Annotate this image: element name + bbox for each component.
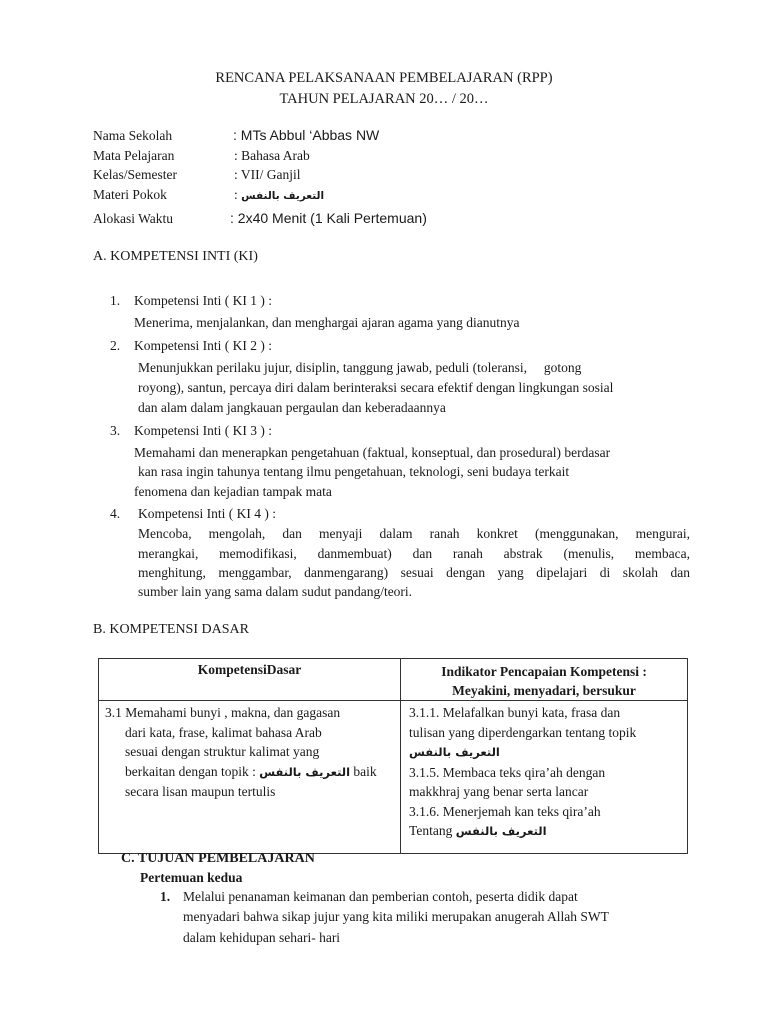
tujuan-line-1: Melalui penanaman keimanan dan pemberian contoh, peserta didik dapat [183, 889, 578, 904]
kd-line: sesuai dengan struktur kalimat yang [125, 744, 320, 759]
ki2-title: Kompetensi Inti ( KI 2 ) : [134, 338, 272, 353]
kelas-value: : VII/ Ganjil [234, 167, 301, 182]
ki1-number: 1. [110, 293, 121, 308]
mapel-label: Mata Pelajaran [93, 148, 175, 163]
ki3-line-3: fenomena dan kejadian tampak mata [134, 484, 332, 499]
indikator-line: tulisan yang diperdengarkan tentang topik [409, 724, 637, 740]
kd-line: 3.1 Memahami bunyi , makna, dan gagasan [105, 705, 341, 720]
ki3-line-1: Memahami dan menerapkan pengetahuan (faktual, konseptual, dan prosedural) berdasar [134, 445, 611, 460]
indikator-line: 3.1.6. Menerjemah kan teks qira’ah [409, 803, 601, 819]
ki4-line-2: merangkai, memodifikasi, danmembuat) dan ranah abstrak (menulis, membaca, [138, 546, 690, 561]
tujuan-line-3: dalam kehidupan sehari- hari [183, 930, 341, 945]
kd-cell [99, 701, 401, 854]
kd-topic-tail: baik [353, 763, 377, 779]
ki3-title: Kompetensi Inti ( KI 3 ) : [134, 423, 272, 438]
ki4-number: 4. [110, 506, 121, 521]
section-c-subheading: Pertemuan kedua [140, 870, 243, 885]
indikator-column-header [401, 659, 688, 701]
kd-column-header-text: KompetensiDasar [197, 662, 302, 677]
indikator-header-line-2: Meyakini, menyadari, bersukur [452, 683, 636, 698]
document-subtitle: TAHUN PELAJARAN 20… / 20… [279, 91, 489, 107]
indikator-line-topic [409, 821, 687, 842]
mapel-value: : Bahasa Arab [234, 148, 310, 163]
indikator-arabic-line [409, 742, 687, 763]
indikator-arabic-topic-2: التعريف بالنفس [455, 824, 547, 838]
kd-line-topic [105, 762, 400, 783]
kd-line: secara lisan maupun tertulis [125, 784, 276, 799]
alokasi-value: : 2x40 Menit (1 Kali Pertemuan) [230, 210, 427, 226]
section-a-heading: A. KOMPETENSI INTI (KI) [93, 249, 258, 264]
indikator-topic-label: Tentang [409, 823, 453, 838]
alokasi-label: Alokasi Waktu [93, 211, 174, 226]
indikator-line: 3.1.5. Membaca teks qira’ah dengan [409, 764, 606, 780]
ki1-line-1: Menerima, menjalankan, dan menghargai ajaran agama yang dianutnya [134, 315, 520, 330]
kd-topic-label: berkaitan dengan topik : [125, 763, 256, 779]
materi-value-row [234, 187, 324, 203]
indikator-line: 3.1.1. Melafalkan bunyi kata, frasa dan [409, 705, 621, 720]
table-row [99, 701, 688, 854]
kd-arabic-topic: التعريف بالنفس [259, 764, 351, 779]
document-title: RENCANA PELAKSANAAN PEMBELAJARAN (RPP) [215, 70, 553, 86]
tujuan-item-number: 1. [160, 889, 171, 904]
table-header-row [99, 659, 688, 701]
kelas-label: Kelas/Semester [93, 167, 177, 182]
section-c-heading: C. TUJUAN PEMBELAJARAN [121, 851, 315, 866]
indikator-line: makkhraj yang benar serta lancar [409, 784, 589, 799]
ki2-line-3: dan alam dalam jangkauan pergaulan dan keberadaannya [138, 400, 446, 415]
indikator-arabic-topic: التعريف بالنفس [409, 745, 500, 759]
ki3-line-2: kan rasa ingin tahunya tentang ilmu pengetahuan, teknologi, seni budaya terkait [138, 464, 570, 479]
kd-line: dari kata, frase, kalimat bahasa Arab [125, 724, 322, 740]
ki2-line-1: Menunjukkan perilaku jujur, disiplin, tanggung jawab, peduli (toleransi, gotong [138, 360, 582, 375]
tujuan-line-2: menyadari bahwa sikap jujur yang kita miliki merupakan anugerah Allah SWT [183, 909, 609, 924]
ki3-number: 3. [110, 423, 121, 438]
nama-sekolah-value: : MTs Abbul ‘Abbas NW [233, 127, 380, 143]
nama-sekolah-label: Nama Sekolah [93, 128, 173, 143]
section-b-heading: B. KOMPETENSI DASAR [93, 622, 249, 637]
ki4-line-4: sumber lain yang sama dalam sudut pandang/teori. [138, 584, 413, 599]
indikator-header-line-1: Indikator Pencapaian Kompetensi : [441, 664, 647, 679]
materi-arabic-text: التعريف بالنفس [241, 190, 325, 202]
kompetensi-dasar-table [98, 658, 688, 854]
ki2-line-2: royong), santun, percaya diri dalam berinteraksi secara efektif dengan lingkungan sosial [138, 380, 614, 395]
ki4-line-3: menghitung, menggambar, danmengarang) sesuai dengan yang dipelajari di skolah dan [138, 565, 690, 580]
ki2-number: 2. [110, 338, 121, 353]
ki4-line-1: Mencoba, mengolah, dan menyaji dalam ranah konkret (menggunakan, mengurai, [138, 526, 690, 541]
indikator-cell [401, 701, 688, 854]
kd-column-header [99, 659, 401, 701]
materi-label: Materi Pokok [93, 187, 167, 202]
ki4-title: Kompetensi Inti ( KI 4 ) : [138, 506, 276, 521]
ki1-title: Kompetensi Inti ( KI 1 ) : [134, 293, 272, 308]
materi-colon: : [234, 187, 238, 202]
